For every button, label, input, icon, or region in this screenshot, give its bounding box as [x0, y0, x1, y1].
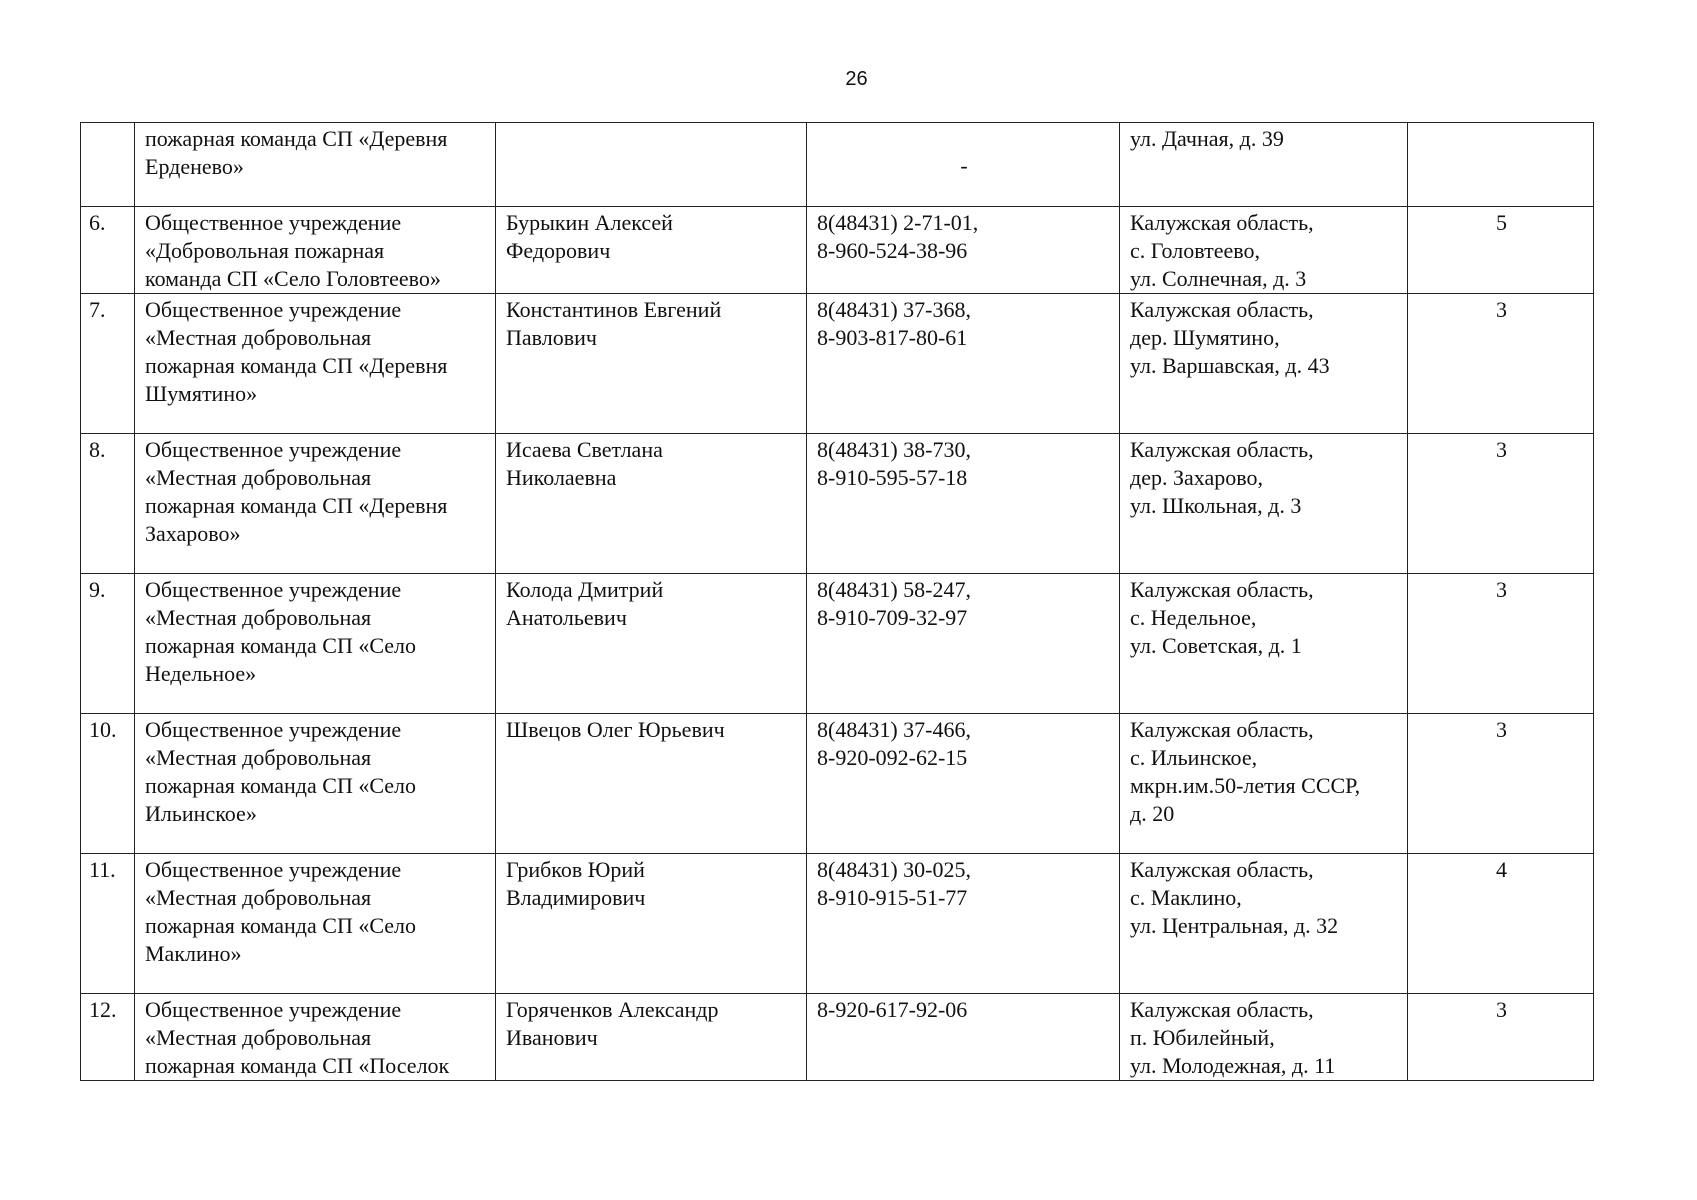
phone-numbers: 8(48431) 2-71-01, 8-960-524-38-96 [807, 207, 1120, 294]
head-name: Горяченков Александр Иванович [496, 994, 807, 1081]
row-number: 12. [81, 994, 135, 1081]
staff-count: 5 [1408, 207, 1594, 294]
staff-count: 3 [1408, 994, 1594, 1081]
table-row [81, 294, 1594, 434]
head-name [496, 123, 807, 207]
table-row [81, 574, 1594, 714]
row-number: 9. [81, 574, 135, 714]
address: Калужская область, дер. Шумятино, ул. Варшавская, д. 43 [1120, 294, 1408, 434]
table-row [81, 434, 1594, 574]
head-name: Исаева Светлана Николаевна [496, 434, 807, 574]
organization-name: Общественное учреждение «Местная добровольная пожарная команда СП «Село Маклино» [135, 854, 496, 994]
table-row [81, 714, 1594, 854]
phone-numbers: 8(48431) 30-025, 8-910-915-51-77 [807, 854, 1120, 994]
phone-numbers: 8(48431) 37-368, 8-903-817-80-61 [807, 294, 1120, 434]
organization-name: пожарная команда СП «Деревня Ерденево» [135, 123, 496, 207]
organization-name: Общественное учреждение «Местная добровольная пожарная команда СП «Село Недельное» [135, 574, 496, 714]
phone-numbers: 8-920-617-92-06 [807, 994, 1120, 1081]
staff-count: 3 [1408, 294, 1594, 434]
staff-count: 4 [1408, 854, 1594, 994]
staff-count: 3 [1408, 574, 1594, 714]
staff-count: 3 [1408, 714, 1594, 854]
row-number: 7. [81, 294, 135, 434]
organization-name: Общественное учреждение «Местная добровольная пожарная команда СП «Деревня Захарово» [135, 434, 496, 574]
row-number: 8. [81, 434, 135, 574]
address: Калужская область, с. Недельное, ул. Советская, д. 1 [1120, 574, 1408, 714]
phone-numbers: - [807, 123, 1120, 207]
phone-numbers: 8(48431) 58-247, 8-910-709-32-97 [807, 574, 1120, 714]
head-name: Колода Дмитрий Анатольевич [496, 574, 807, 714]
organization-name: Общественное учреждение «Местная добровольная пожарная команда СП «Поселок [135, 994, 496, 1081]
table-row [81, 123, 1594, 207]
row-number: 6. [81, 207, 135, 294]
address: ул. Дачная, д. 39 [1120, 123, 1408, 207]
head-name: Грибков Юрий Владимирович [496, 854, 807, 994]
phone-numbers: 8(48431) 37-466, 8-920-092-62-15 [807, 714, 1120, 854]
row-number: 11. [81, 854, 135, 994]
head-name: Швецов Олег Юрьевич [496, 714, 807, 854]
address: Калужская область, п. Юбилейный, ул. Молодежная, д. 11 [1120, 994, 1408, 1081]
address: Калужская область, дер. Захарово, ул. Школьная, д. 3 [1120, 434, 1408, 574]
head-name: Бурыкин Алексей Федорович [496, 207, 807, 294]
address: Калужская область, с. Маклино, ул. Центральная, д. 32 [1120, 854, 1408, 994]
staff-count: 3 [1408, 434, 1594, 574]
head-name: Константинов Евгений Павлович [496, 294, 807, 434]
organization-name: Общественное учреждение «Добровольная пожарная команда СП «Село Головтеево» [135, 207, 496, 294]
row-number [81, 123, 135, 207]
organization-name: Общественное учреждение «Местная добровольная пожарная команда СП «Село Ильинское» [135, 714, 496, 854]
staff-count [1408, 123, 1594, 207]
address: Калужская область, с. Ильинское, мкрн.им.50-летия СССР, д. 20 [1120, 714, 1408, 854]
row-number: 10. [81, 714, 135, 854]
table-row [81, 207, 1594, 294]
page-number: 26 [845, 68, 868, 90]
fire-brigades-table [80, 122, 1594, 1081]
phone-numbers: 8(48431) 38-730, 8-910-595-57-18 [807, 434, 1120, 574]
table-row [81, 994, 1594, 1081]
organization-name: Общественное учреждение «Местная добровольная пожарная команда СП «Деревня Шумятино» [135, 294, 496, 434]
table-row [81, 854, 1594, 994]
address: Калужская область, с. Головтеево, ул. Солнечная, д. 3 [1120, 207, 1408, 294]
